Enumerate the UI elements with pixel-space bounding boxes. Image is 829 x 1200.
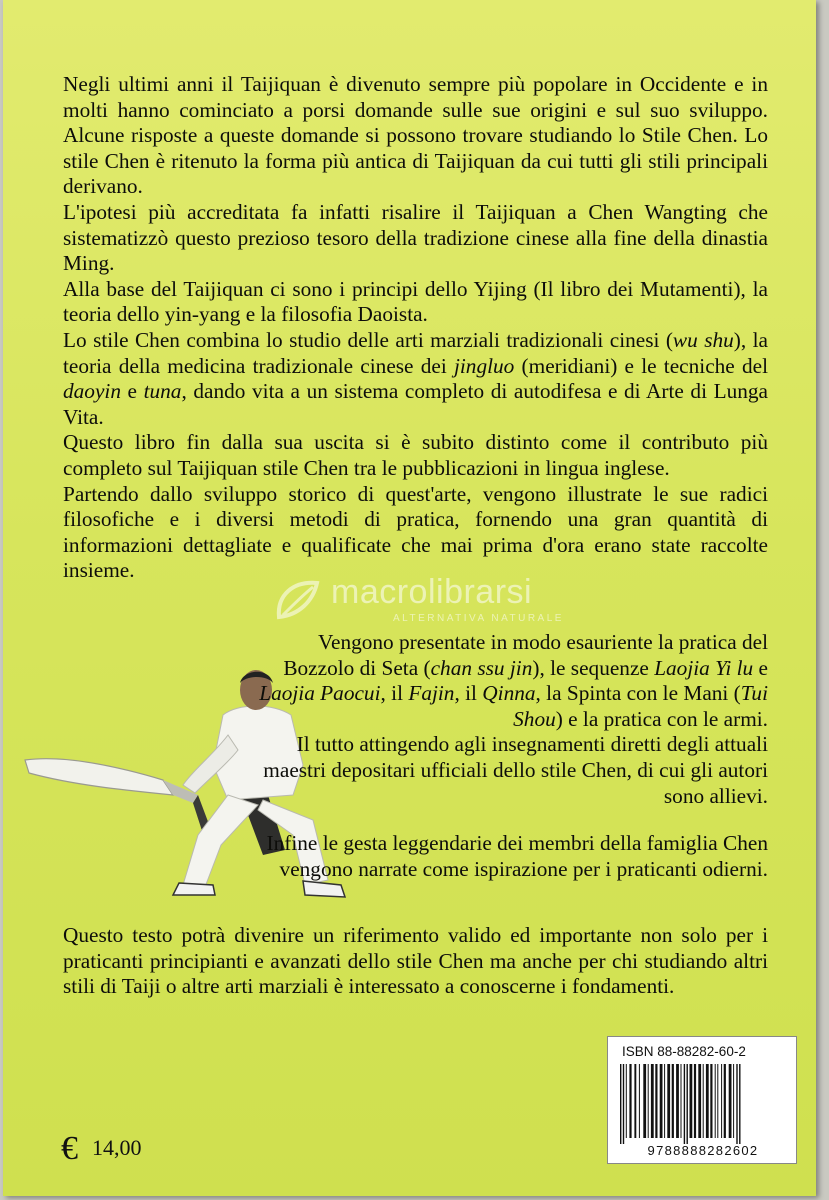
barcode-bar — [643, 1064, 646, 1138]
barcode-bar — [626, 1064, 627, 1138]
barcode-bar — [660, 1064, 663, 1138]
barcode-bar — [667, 1064, 670, 1138]
intro-paragraph-2: L'ipotesi più accreditata fa infatti risalire il Taijiquan a Chen Wangting che sistematizzò questo prezioso tesoro della tradizione cinese alla fine della dinastia Ming. — [63, 199, 768, 276]
book-paragraph-1: Questo libro fin dalla sua uscita si è subito distinto come il contributo più completo sul Taijiquan stile Chen tra le pubblicazioni in lingua inglese. — [63, 430, 768, 480]
barcode-bar — [729, 1064, 732, 1138]
barcode-bar — [733, 1064, 734, 1138]
barcode-bar — [664, 1064, 665, 1138]
price-amount: 14,00 — [92, 1135, 142, 1160]
barcode-bar — [639, 1064, 640, 1138]
barcode-bar — [710, 1064, 712, 1138]
practice-paragraph: Vengono presentate in modo esauriente la pratica del Bozzolo di Seta (chan ssu jin), le sequenze Laojia Yi lu e Laojia Paocui, il Fajin, il Qinna, la Spinta con le Mani (Tui Shou) e la pratica con le armi. — [259, 630, 768, 731]
teachers-paragraph: Il tutto attingendo agli insegnamenti diretti degli attuali maestri depositari ufficiali dello stile Chen, di cui gli autori sono allievi. — [263, 732, 768, 808]
barcode-bar — [681, 1064, 682, 1138]
practice-text — [255, 630, 768, 882]
closing-text — [63, 923, 768, 1000]
barcode-bar — [706, 1064, 709, 1138]
barcode-bar — [648, 1064, 649, 1138]
book-paragraph-2: Partendo dallo sviluppo storico di quest'arte, vengono illustrate le sue radici filosofiche e i diversi metodi di pratica, fornendo una gran quantità di informazioni dettagliate e qualificate che mai prima d'ora erano state raccolte insieme. — [63, 481, 768, 583]
leaf-logo-icon — [273, 575, 331, 625]
watermark-tagline: ALTERNATIVA NATURALE — [393, 613, 564, 624]
barcode-bar — [676, 1064, 679, 1138]
price-label — [61, 1130, 142, 1168]
barcode-bar — [655, 1064, 657, 1138]
intro-paragraph-1: Negli ultimi anni il Taijiquan è divenuto sempre più popolare in Occidente e in molti hanno cominciato a porsi domande sulle sue origini e sul suo sviluppo. Alcune risposte a queste domande si possono trovare studiando lo Stile Chen. Lo stile Chen è ritenuto la forma più antica di Taijiquan da cui tutti gli stili principali derivano. — [63, 72, 768, 199]
barcode-bar — [721, 1064, 722, 1138]
barcode-bar — [724, 1064, 726, 1138]
barcode-bar — [651, 1064, 654, 1138]
ean-number: 9788888282602 — [647, 1143, 759, 1158]
publisher-watermark — [273, 573, 603, 633]
barcode-graphic — [618, 1064, 786, 1144]
legend-paragraph: Infine le gesta leggendarie dei membri della famiglia Chen vengono narrate come ispirazione per i praticanti odierni. — [266, 831, 768, 881]
intro-text — [63, 72, 768, 584]
barcode-bar — [620, 1064, 621, 1144]
barcode-bar — [672, 1064, 674, 1138]
barcode-bar — [694, 1064, 696, 1138]
euro-symbol: € — [61, 1130, 78, 1167]
back-cover — [3, 0, 816, 1196]
barcode-bar — [687, 1064, 688, 1144]
barcode-bar — [634, 1064, 636, 1138]
barcode-bar — [703, 1064, 704, 1138]
barcode-bar — [715, 1064, 716, 1138]
barcode-bar — [629, 1064, 631, 1138]
barcode-bar — [717, 1064, 718, 1138]
barcode-bar — [684, 1064, 685, 1144]
watermark-name: macrolibrarsi — [331, 573, 533, 611]
barcode-bar — [690, 1064, 693, 1138]
barcode-bar — [698, 1064, 701, 1138]
barcode-bar — [739, 1064, 740, 1144]
isbn-label: ISBN 88-88282-60-2 — [622, 1044, 746, 1059]
isbn-barcode-box — [607, 1036, 797, 1164]
barcode-bar — [736, 1064, 737, 1144]
chen-style-paragraph: Lo stile Chen combina lo studio delle arti marziali tradizionali cinesi (wu shu), la teoria della medicina tradizionale cinese dei jingluo (meridiani) e le tecniche del daoyin e tuna, dando vita a un sistema completo di autodifesa e di Arte di Lunga Vita. — [63, 327, 768, 429]
intro-paragraph-3: Alla base del Taijiquan ci sono i principi dello Yijing (Il libro dei Mutamenti), la teoria dello yin-yang e la filosofia Daoista. — [63, 276, 768, 327]
barcode-bar — [623, 1064, 624, 1144]
closing-paragraph: Questo testo potrà divenire un riferimento valido ed importante non solo per i praticanti principianti e avanzati dello stile Chen ma anche per chi studiando altri stili di Taiji o altre arti marziali è interessato a conoscerne i fondamenti. — [63, 923, 768, 999]
